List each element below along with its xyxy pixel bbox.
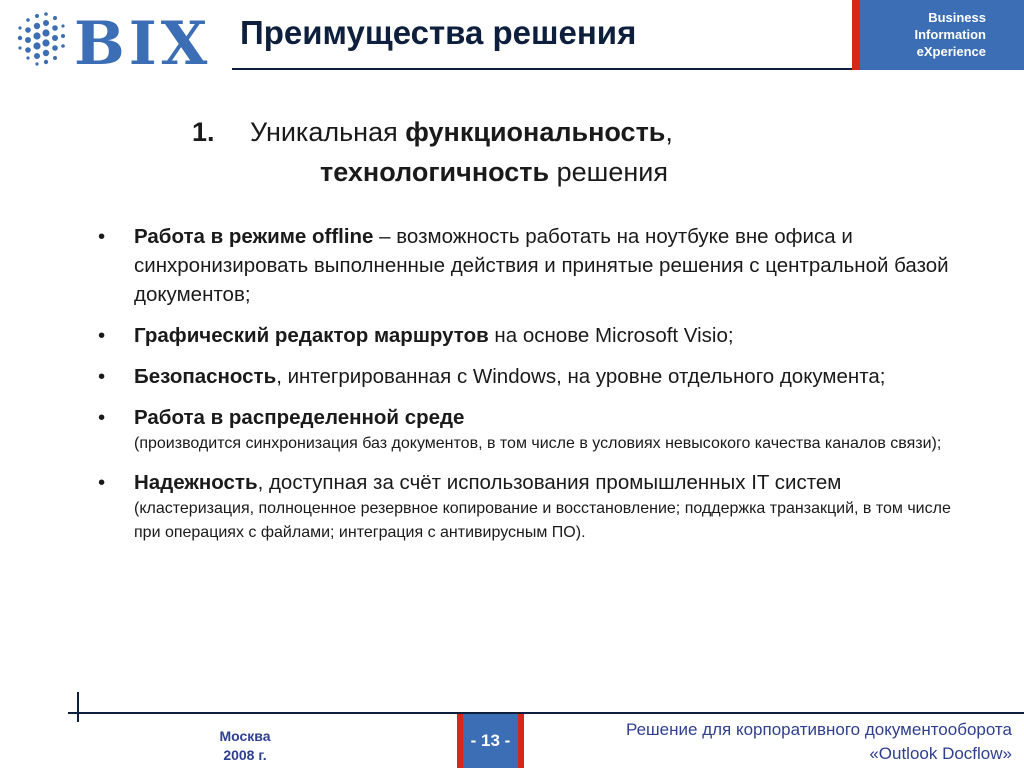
bullet-icon: • [98,225,106,248]
list-item [98,468,958,545]
tagline-line-3: eXperience [916,44,986,59]
item-text: – возможность работать на ноутбуке вне офиса и синхронизировать выполненные действия и принятые решения с центральной базой документов; [134,225,949,306]
item-bold: Безопасность [134,365,277,388]
list-item [98,222,958,309]
dot-globe-icon [18,12,65,65]
advantages-list [98,222,958,557]
section-number: 1. [192,117,215,147]
bullet-icon: • [98,365,106,388]
bullet-icon: • [98,471,106,494]
bullet-icon: • [98,406,106,429]
logo-text: BIX [74,9,212,70]
item-note: (кластеризация, полноценное резервное копирование и восстановление; поддержка транзакций, в том числе при операциях с файлами; интеграция с антивирусным ПО). [134,500,951,541]
item-bold: Работа в распределенной среде [134,406,465,429]
tagline-line-2: Information [914,27,986,42]
item-text: , интегрированная с Windows, на уровне отдельного документа; [276,365,886,388]
corner-red-strip [852,0,860,70]
heading-text-2: решения [549,157,668,187]
item-bold: Работа в режиме offline [134,225,374,248]
footer-divider [68,712,1024,714]
list-item [98,403,958,456]
section-heading-line-1 [192,112,673,152]
footer-location [190,727,300,765]
bix-logo [8,6,218,70]
footer-product [626,718,1012,766]
footer-product-line-2: «Outlook Docflow» [869,744,1012,763]
footer-corner-mark [77,692,79,722]
item-text: на основе Microsoft Visio; [488,324,734,347]
heading-bold-1: функциональность [405,117,666,147]
section-heading-line-2 [192,152,673,192]
footer-year: 2008 г. [223,747,267,763]
list-item [98,362,958,391]
item-note: (производится синхронизация баз документов, в том числе в условиях невысокого качества каналов связи); [134,435,942,452]
footer-city: Москва [219,728,271,744]
tagline-line-1: Business [928,10,986,25]
heading-text-1: Уникальная [250,117,406,147]
item-bold: Графический редактор маршрутов [134,324,489,347]
heading-bold-2: технологичность [320,157,550,187]
heading-comma: , [665,117,673,147]
list-item [98,321,958,350]
header-divider [232,68,852,70]
section-heading [192,112,673,192]
page-number: - 13 - [463,714,518,768]
item-bold: Надежность [134,471,258,494]
corner-tagline-box [860,0,1024,70]
footer-product-line-1: Решение для корпоративного документооборота [626,720,1012,739]
page-number-red-right [518,714,524,768]
page-title: Преимущества решения [240,14,637,51]
item-text: , доступная за счёт использования промышленных IT систем [257,471,842,494]
bullet-icon: • [98,324,106,347]
